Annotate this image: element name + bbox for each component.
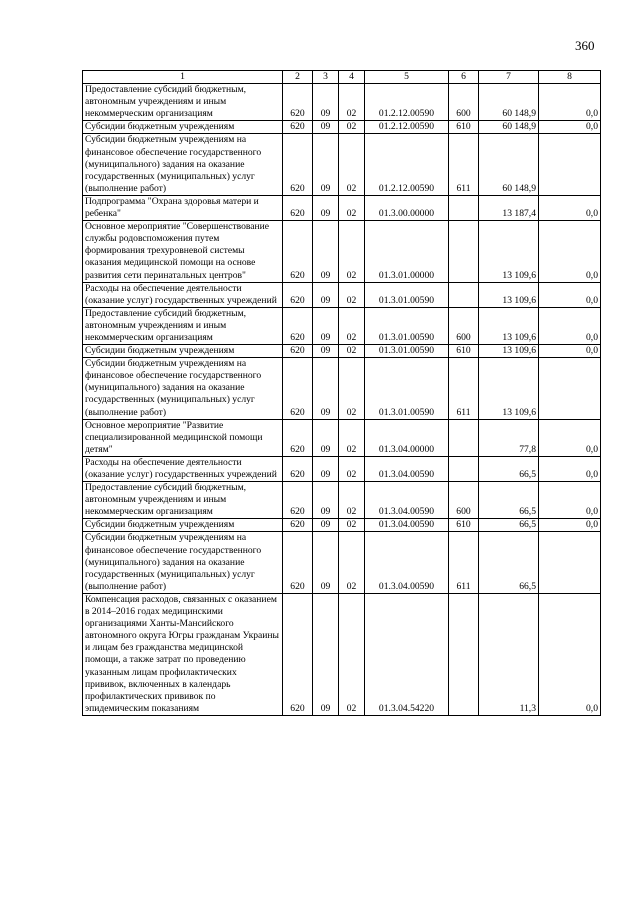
row-amount: 66,5 xyxy=(479,532,539,593)
row-section-code: 09 xyxy=(313,307,339,344)
row-expense-type: 610 xyxy=(449,121,479,134)
row-subsection-code: 02 xyxy=(339,84,365,121)
row-subsection-code: 02 xyxy=(339,519,365,532)
table-row xyxy=(83,84,601,121)
row-target-article: 01.3.01.00590 xyxy=(365,358,449,419)
row-section-code: 09 xyxy=(313,419,339,456)
row-ministry-code: 620 xyxy=(283,121,313,134)
row-amount-2 xyxy=(539,532,601,593)
row-amount: 66,5 xyxy=(479,456,539,481)
row-ministry-code: 620 xyxy=(283,282,313,307)
table-row xyxy=(83,282,601,307)
row-subsection-code: 02 xyxy=(339,195,365,220)
row-description: Основное мероприятие "Совершенствование службы родовспоможения путем формирования трехуровневой системы оказания медицинской помощи на основе развития сети перинатальных центров" xyxy=(83,221,283,282)
table-row xyxy=(83,482,601,519)
row-subsection-code: 02 xyxy=(339,134,365,195)
row-section-code: 09 xyxy=(313,84,339,121)
row-description: Предоставление субсидий бюджетным, автономным учреждениям и иным некоммерческим организациям xyxy=(83,307,283,344)
row-target-article: 01.3.01.00590 xyxy=(365,282,449,307)
row-target-article: 01.2.12.00590 xyxy=(365,134,449,195)
row-description: Субсидии бюджетным учреждениям на финансовое обеспечение государственного (муниципального) задания на оказание государственных (муниципальных) услуг (выполнение работ) xyxy=(83,358,283,419)
row-amount-2: 0,0 xyxy=(539,482,601,519)
row-section-code: 09 xyxy=(313,121,339,134)
row-subsection-code: 02 xyxy=(339,282,365,307)
row-ministry-code: 620 xyxy=(283,345,313,358)
row-amount: 13 109,6 xyxy=(479,221,539,282)
row-ministry-code: 620 xyxy=(283,532,313,593)
header-cell: 1 xyxy=(83,71,283,84)
row-description: Основное мероприятие "Развитие специализированной медицинской помощи детям" xyxy=(83,419,283,456)
row-target-article: 01.3.04.00590 xyxy=(365,456,449,481)
row-section-code: 09 xyxy=(313,593,339,715)
row-expense-type: 610 xyxy=(449,519,479,532)
row-amount-2: 0,0 xyxy=(539,307,601,344)
row-subsection-code: 02 xyxy=(339,593,365,715)
row-amount-2: 0,0 xyxy=(539,456,601,481)
row-amount-2: 0,0 xyxy=(539,221,601,282)
page-number: 360 xyxy=(575,38,595,53)
row-amount: 11,3 xyxy=(479,593,539,715)
row-ministry-code: 620 xyxy=(283,307,313,344)
row-expense-type xyxy=(449,195,479,220)
row-amount: 60 148,9 xyxy=(479,134,539,195)
row-amount: 13 109,6 xyxy=(479,345,539,358)
row-subsection-code: 02 xyxy=(339,419,365,456)
row-subsection-code: 02 xyxy=(339,221,365,282)
row-section-code: 09 xyxy=(313,282,339,307)
row-amount-2: 0,0 xyxy=(539,593,601,715)
header-cell: 8 xyxy=(539,71,601,84)
table-row xyxy=(83,134,601,195)
row-target-article: 01.2.12.00590 xyxy=(365,121,449,134)
header-cell: 5 xyxy=(365,71,449,84)
row-target-article: 01.3.00.00000 xyxy=(365,195,449,220)
row-expense-type: 600 xyxy=(449,307,479,344)
row-amount: 60 148,9 xyxy=(479,84,539,121)
row-description: Субсидии бюджетным учреждениям xyxy=(83,345,283,358)
row-amount: 60 148,9 xyxy=(479,121,539,134)
row-ministry-code: 620 xyxy=(283,482,313,519)
row-description: Расходы на обеспечение деятельности (оказание услуг) государственных учреждений xyxy=(83,282,283,307)
row-amount-2: 0,0 xyxy=(539,84,601,121)
row-ministry-code: 620 xyxy=(283,195,313,220)
table-row xyxy=(83,519,601,532)
table-row xyxy=(83,307,601,344)
row-expense-type: 611 xyxy=(449,134,479,195)
row-expense-type xyxy=(449,419,479,456)
row-ministry-code: 620 xyxy=(283,358,313,419)
row-subsection-code: 02 xyxy=(339,456,365,481)
row-section-code: 09 xyxy=(313,358,339,419)
row-section-code: 09 xyxy=(313,482,339,519)
row-ministry-code: 620 xyxy=(283,456,313,481)
header-cell: 6 xyxy=(449,71,479,84)
row-subsection-code: 02 xyxy=(339,532,365,593)
row-target-article: 01.3.04.00590 xyxy=(365,519,449,532)
row-description: Субсидии бюджетным учреждениям xyxy=(83,121,283,134)
row-section-code: 09 xyxy=(313,134,339,195)
row-subsection-code: 02 xyxy=(339,482,365,519)
table-row xyxy=(83,195,601,220)
row-section-code: 09 xyxy=(313,195,339,220)
row-amount-2: 0,0 xyxy=(539,519,601,532)
row-amount: 13 109,6 xyxy=(479,282,539,307)
row-amount-2: 0,0 xyxy=(539,121,601,134)
row-ministry-code: 620 xyxy=(283,134,313,195)
row-section-code: 09 xyxy=(313,532,339,593)
row-target-article: 01.3.01.00590 xyxy=(365,345,449,358)
row-description: Субсидии бюджетным учреждениям на финансовое обеспечение государственного (муниципального) задания на оказание государственных (муниципальных) услуг (выполнение работ) xyxy=(83,532,283,593)
row-description: Предоставление субсидий бюджетным, автономным учреждениям и иным некоммерческим организациям xyxy=(83,482,283,519)
header-cell: 2 xyxy=(283,71,313,84)
budget-table xyxy=(82,70,601,716)
row-expense-type: 600 xyxy=(449,482,479,519)
table-row xyxy=(83,221,601,282)
row-target-article: 01.3.01.00000 xyxy=(365,221,449,282)
row-amount: 13 187,4 xyxy=(479,195,539,220)
row-subsection-code: 02 xyxy=(339,358,365,419)
row-expense-type: 611 xyxy=(449,532,479,593)
row-target-article: 01.2.12.00590 xyxy=(365,84,449,121)
table-row xyxy=(83,456,601,481)
row-section-code: 09 xyxy=(313,345,339,358)
row-amount-2: 0,0 xyxy=(539,282,601,307)
row-subsection-code: 02 xyxy=(339,345,365,358)
table-row xyxy=(83,358,601,419)
row-expense-type xyxy=(449,456,479,481)
row-expense-type xyxy=(449,221,479,282)
row-amount-2: 0,0 xyxy=(539,345,601,358)
row-description: Расходы на обеспечение деятельности (оказание услуг) государственных учреждений xyxy=(83,456,283,481)
row-amount: 77,8 xyxy=(479,419,539,456)
row-amount-2 xyxy=(539,358,601,419)
row-expense-type: 610 xyxy=(449,345,479,358)
row-expense-type xyxy=(449,282,479,307)
row-ministry-code: 620 xyxy=(283,419,313,456)
row-subsection-code: 02 xyxy=(339,121,365,134)
table-row xyxy=(83,593,601,715)
row-target-article: 01.3.04.54220 xyxy=(365,593,449,715)
row-section-code: 09 xyxy=(313,221,339,282)
row-expense-type: 611 xyxy=(449,358,479,419)
table-row xyxy=(83,532,601,593)
row-description: Предоставление субсидий бюджетным, автономным учреждениям и иным некоммерческим организациям xyxy=(83,84,283,121)
header-cell: 7 xyxy=(479,71,539,84)
row-description: Подпрограмма "Охрана здоровья матери и ребенка" xyxy=(83,195,283,220)
row-description: Субсидии бюджетным учреждениям на финансовое обеспечение государственного (муниципального) задания на оказание государственных (муниципальных) услуг (выполнение работ) xyxy=(83,134,283,195)
row-ministry-code: 620 xyxy=(283,593,313,715)
row-target-article: 01.3.04.00000 xyxy=(365,419,449,456)
row-amount: 13 109,6 xyxy=(479,358,539,419)
row-target-article: 01.3.04.00590 xyxy=(365,532,449,593)
table-row xyxy=(83,121,601,134)
row-amount-2: 0,0 xyxy=(539,419,601,456)
row-section-code: 09 xyxy=(313,456,339,481)
header-cell: 4 xyxy=(339,71,365,84)
row-ministry-code: 620 xyxy=(283,221,313,282)
row-description: Субсидии бюджетным учреждениям xyxy=(83,519,283,532)
table-row xyxy=(83,419,601,456)
row-amount-2: 0,0 xyxy=(539,195,601,220)
row-amount: 66,5 xyxy=(479,519,539,532)
table-row xyxy=(83,345,601,358)
row-expense-type xyxy=(449,593,479,715)
row-amount: 66,5 xyxy=(479,482,539,519)
row-target-article: 01.3.04.00590 xyxy=(365,482,449,519)
row-expense-type: 600 xyxy=(449,84,479,121)
row-ministry-code: 620 xyxy=(283,519,313,532)
header-row xyxy=(83,71,601,84)
row-ministry-code: 620 xyxy=(283,84,313,121)
row-target-article: 01.3.01.00590 xyxy=(365,307,449,344)
row-amount-2 xyxy=(539,134,601,195)
row-subsection-code: 02 xyxy=(339,307,365,344)
row-description: Компенсация расходов, связанных с оказанием в 2014–2016 годах медицинскими организациями Ханты-Мансийского автономного округа Югры гражданам Украины и лицам без гражданства медицинской помощи, а также затрат по проведению указанным лицам профилактических прививок, включенных в календарь профилактических прививок по эпидемическим показаниям xyxy=(83,593,283,715)
row-amount: 13 109,6 xyxy=(479,307,539,344)
row-section-code: 09 xyxy=(313,519,339,532)
header-cell: 3 xyxy=(313,71,339,84)
